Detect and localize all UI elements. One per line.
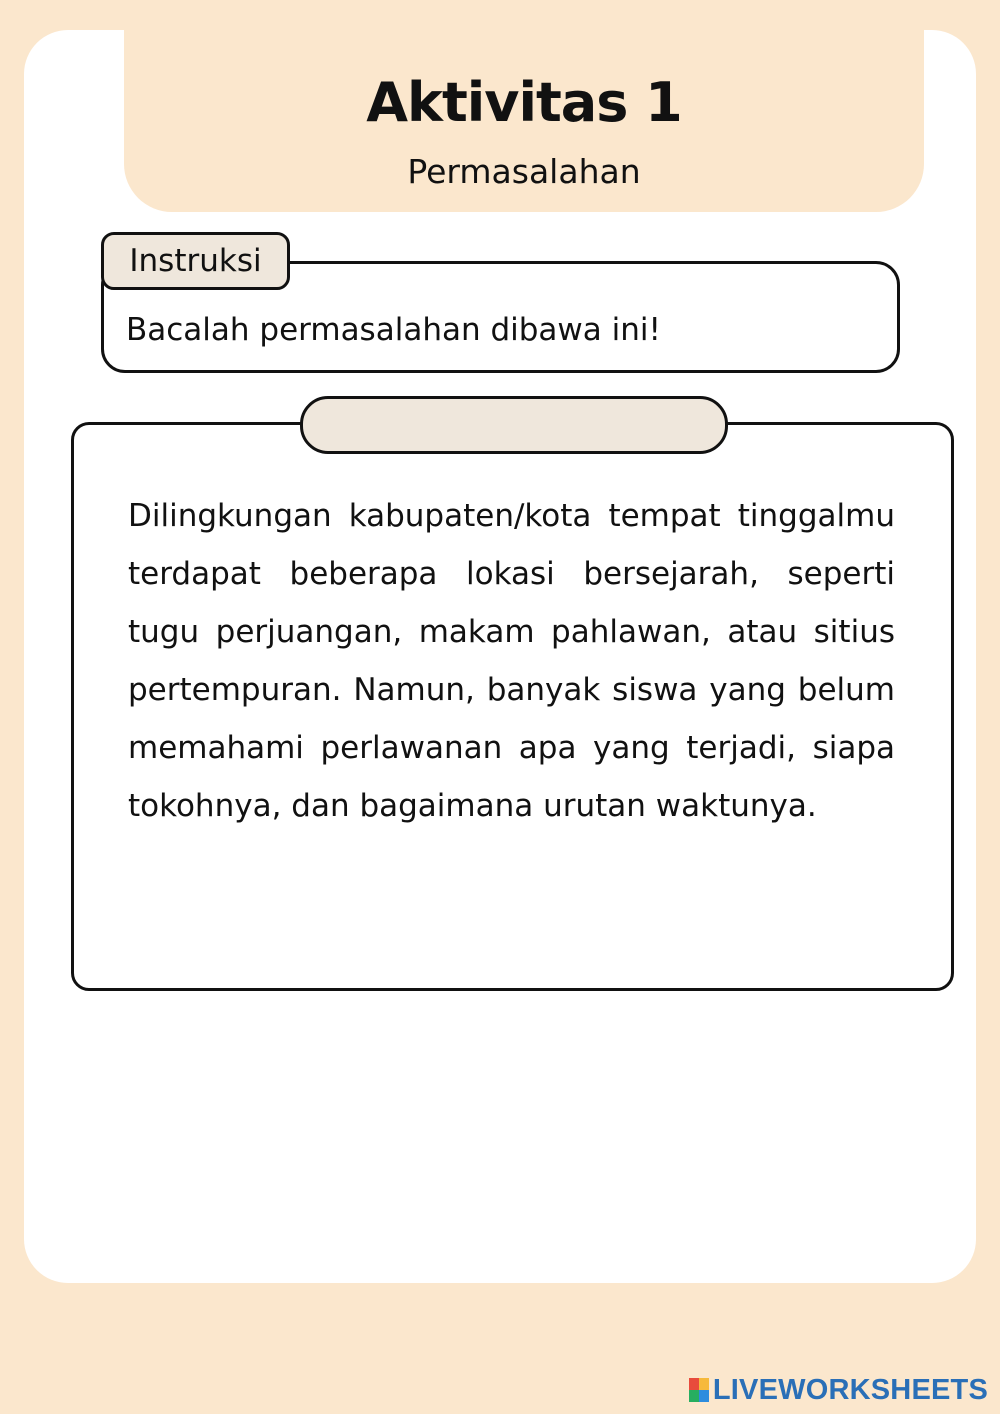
instruction-text: Bacalah permasalahan dibawa ini! bbox=[126, 312, 661, 348]
problem-tab bbox=[300, 396, 728, 454]
brand-name: LIVEWORKSHEETS bbox=[712, 1373, 988, 1406]
page-title: Aktivitas 1 bbox=[366, 71, 682, 134]
page-subtitle: Permasalahan bbox=[407, 152, 641, 191]
instruction-label: Instruksi bbox=[101, 232, 290, 290]
liveworksheets-icon bbox=[689, 1378, 709, 1402]
problem-text: Dilingkungan kabupaten/kota tempat tinggalmu terdapat beberapa lokasi bersejarah, seperti tugu perjuangan, makam pahlawan, atau sitius pertempuran. Namun, banyak siswa yang belum memahami perlawanan apa yang terjadi, siapa tokohnya, dan bagaimana urutan waktunya. bbox=[128, 498, 895, 824]
liveworksheets-logo bbox=[689, 1372, 988, 1408]
